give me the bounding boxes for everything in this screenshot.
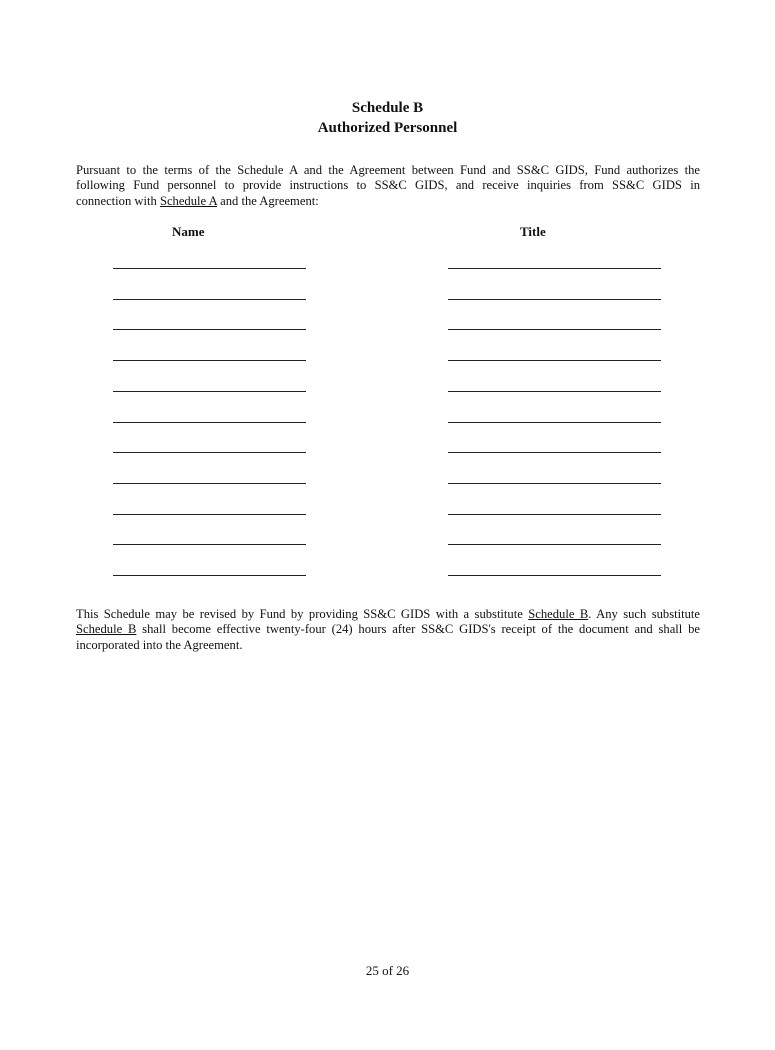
name-blank-line — [113, 452, 306, 453]
revision-line-2 — [76, 622, 700, 637]
title-blank-line — [448, 452, 661, 453]
name-column-header: Name — [172, 224, 205, 239]
revision-line-1-post: . Any such substitute — [588, 607, 700, 621]
intro-paragraph — [76, 163, 700, 209]
revision-line-1 — [76, 607, 700, 622]
revision-paragraph — [76, 607, 700, 653]
title-blank-line — [448, 514, 661, 515]
name-blank-line — [113, 268, 306, 269]
title-blank-line — [448, 299, 661, 300]
title-column-header: Title — [520, 224, 546, 239]
intro-line-3-pre: connection with — [76, 193, 160, 208]
title-blank-line — [448, 391, 661, 392]
revision-line-1-pre: This Schedule may be revised by Fund by providing SS&C GIDS with a substitute — [76, 607, 529, 621]
name-blank-line — [113, 391, 306, 392]
schedule-heading: Schedule B — [351, 100, 424, 116]
name-blank-line — [113, 422, 306, 423]
schedule-a-reference: Schedule A — [159, 193, 217, 208]
intro-line-2: following Fund personnel to provide instructions to SS&C GIDS, and receive inquiries from SS&C GIDS in — [76, 178, 700, 193]
revision-line-2-post: shall become effective twenty-four (24) hours after SS&C GIDS's receipt of the document and shall be — [136, 622, 700, 637]
intro-line-3-post: and the Agreement: — [216, 193, 319, 208]
name-blank-line — [113, 514, 306, 515]
title-blank-line — [448, 268, 661, 269]
intro-line-1: Pursuant to the terms of the Schedule A and the Agreement between Fund and SS&C GIDS, Fund authorizes the — [76, 163, 700, 177]
name-blank-line — [113, 329, 306, 330]
title-blank-line — [448, 544, 661, 545]
schedule-b-reference: Schedule B — [528, 607, 589, 621]
name-blank-line — [113, 544, 306, 545]
title-blank-line — [448, 329, 661, 330]
title-blank-line — [448, 360, 661, 361]
title-blank-line — [448, 422, 661, 423]
name-blank-line — [113, 575, 306, 576]
schedule-subheading: Authorized Personnel — [317, 120, 458, 136]
title-blank-line — [448, 575, 661, 576]
schedule-b-reference-2: Schedule B — [76, 622, 137, 637]
title-blank-line — [448, 483, 661, 484]
intro-line-3 — [76, 194, 700, 209]
revision-line-3: incorporated into the Agreement. — [76, 637, 243, 652]
name-blank-line — [113, 299, 306, 300]
name-blank-line — [113, 483, 306, 484]
page-number: 25 of 26 — [365, 963, 410, 978]
name-blank-line — [113, 360, 306, 361]
